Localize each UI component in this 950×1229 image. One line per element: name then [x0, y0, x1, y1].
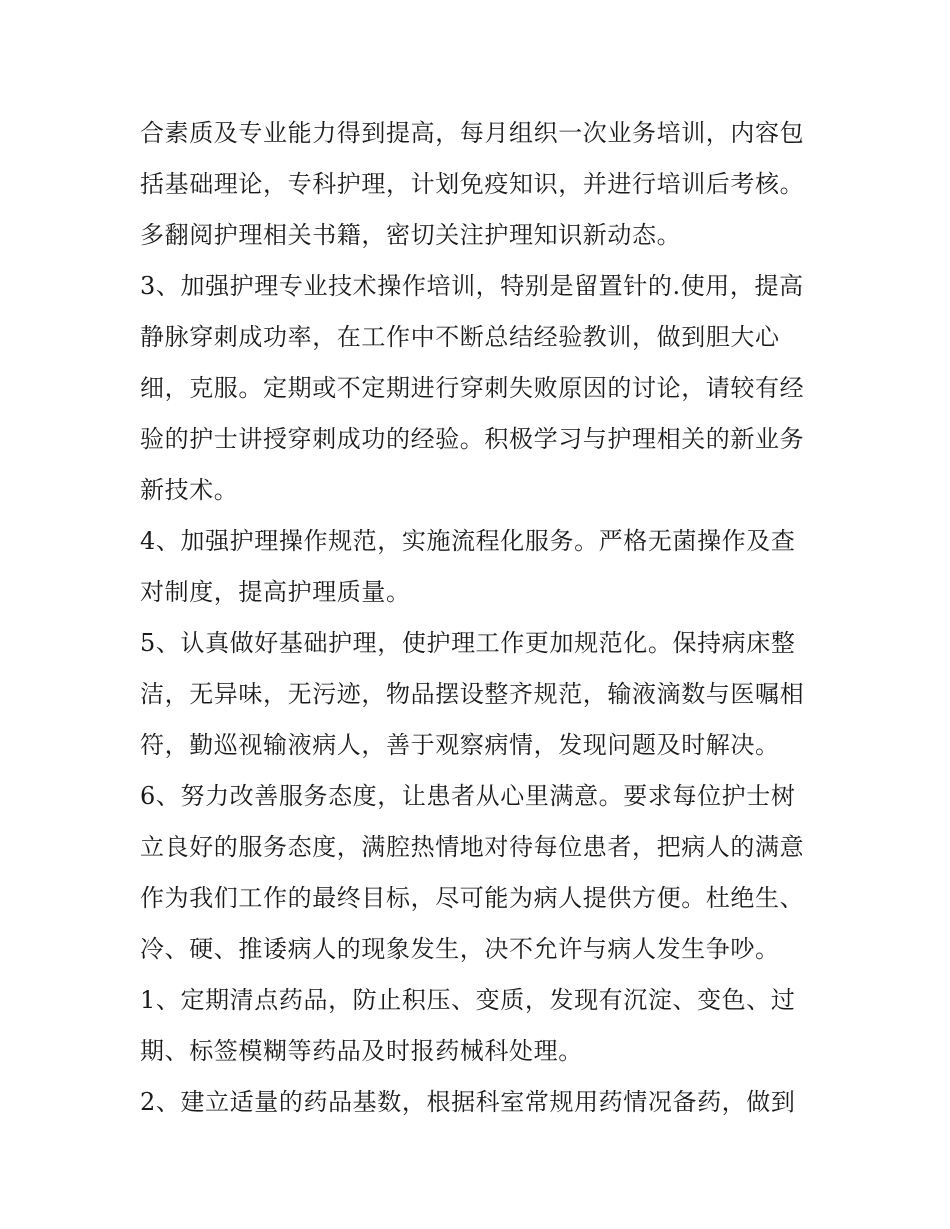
body-text — [140, 108, 820, 1128]
text-line: 验的护士讲授穿刺成功的经验。积极学习与护理相关的新业务 — [140, 425, 805, 453]
text-line: 期、标签模糊等药品及时报药械科处理。 — [140, 1037, 583, 1065]
text-line: 多翻阅护理相关书籍，密切关注护理知识新动态。 — [140, 221, 682, 249]
text-line: 符，勤巡视输液病人，善于观察病情，发现问题及时解决。 — [140, 731, 780, 759]
text-line: 合素质及专业能力得到提高，每月组织一次业务培训，内容包 — [140, 119, 805, 147]
text-line: 对制度，提高护理质量。 — [140, 578, 411, 606]
text-line: 静脉穿刺成功率，在工作中不断总结经验教训，做到胆大心 — [140, 323, 780, 351]
text-line: 新技术。 — [140, 476, 239, 504]
text-line: 洁，无异味，无污迹，物品摆设整齐规范，输液滴数与医嘱相 — [140, 680, 805, 708]
text-line: 3、加强护理专业技术操作培训，特别是留置针的.使用，提高 — [140, 272, 804, 300]
text-line: 作为我们工作的最终目标，尽可能为病人提供方便。杜绝生、 — [140, 884, 805, 912]
text-line: 6、努力改善服务态度，让患者从心里满意。要求每位护士树 — [140, 782, 796, 810]
text-line: 1、定期清点药品，防止积压、变质，发现有沉淀、变色、过 — [140, 986, 796, 1014]
text-line: 2、建立适量的药品基数，根据科室常规用药情况备药，做到 — [140, 1088, 796, 1116]
text-line: 细，克服。定期或不定期进行穿刺失败原因的讨论，请较有经 — [140, 374, 805, 402]
text-line: 5、认真做好基础护理，使护理工作更加规范化。保持病床整 — [140, 629, 796, 657]
text-line: 括基础理论，专科护理，计划免疫知识，并进行培训后考核。 — [140, 170, 805, 198]
text-line: 4、加强护理操作规范，实施流程化服务。严格无菌操作及查 — [140, 527, 796, 555]
text-line: 立良好的服务态度，满腔热情地对待每位患者，把病人的满意 — [140, 833, 805, 861]
text-line: 冷、硬、推诿病人的现象发生，决不允许与病人发生争吵。 — [140, 935, 780, 963]
